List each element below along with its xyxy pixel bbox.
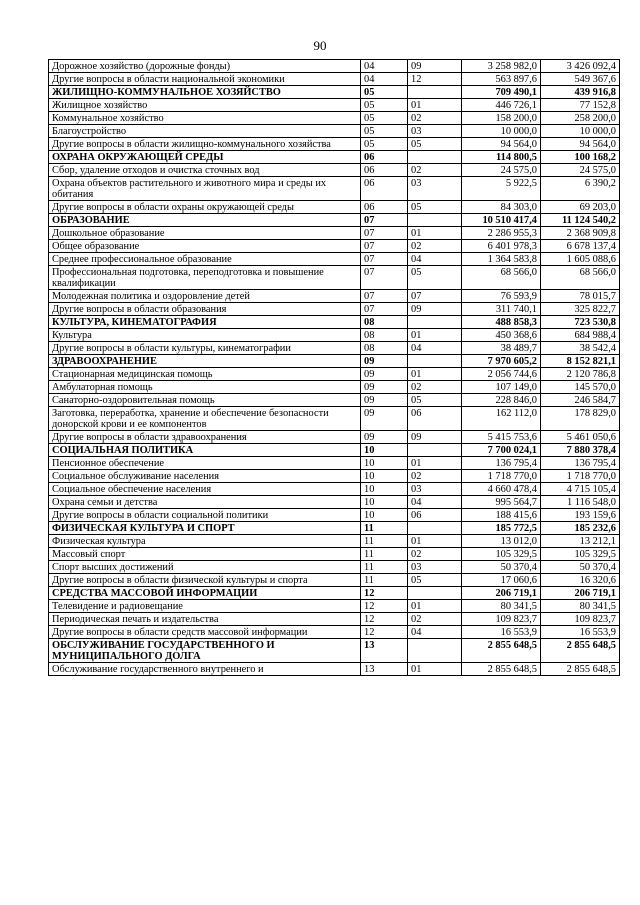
section-code-cell: 08 (361, 329, 408, 342)
amount-cell-1: 311 740,1 (462, 303, 541, 316)
subsection-code-cell: 09 (408, 431, 462, 444)
section-code-cell: 07 (361, 303, 408, 316)
subsection-code-cell: 04 (408, 342, 462, 355)
table-row (49, 600, 620, 613)
row-name-cell: Периодическая печать и издательства (49, 613, 361, 626)
amount-cell-2: 77 152,8 (541, 99, 620, 112)
row-name-cell: СРЕДСТВА МАССОВОЙ ИНФОРМАЦИИ (49, 587, 361, 600)
amount-cell-2: 439 916,8 (541, 86, 620, 99)
amount-cell-1: 68 566,0 (462, 266, 541, 290)
table-row (49, 496, 620, 509)
table-row (49, 290, 620, 303)
table-row (49, 663, 620, 676)
amount-cell-2: 7 880 378,4 (541, 444, 620, 457)
section-code-cell: 10 (361, 470, 408, 483)
amount-cell-1: 446 726,1 (462, 99, 541, 112)
table-row (49, 509, 620, 522)
table-row (49, 329, 620, 342)
subsection-code-cell: 05 (408, 266, 462, 290)
row-name-cell: ФИЗИЧЕСКАЯ КУЛЬТУРА И СПОРТ (49, 522, 361, 535)
section-row (49, 639, 620, 663)
amount-cell-2: 3 426 092,4 (541, 60, 620, 73)
section-code-cell: 08 (361, 316, 408, 329)
section-code-cell: 09 (361, 368, 408, 381)
amount-cell-1: 206 719,1 (462, 587, 541, 600)
amount-cell-2: 13 212,1 (541, 535, 620, 548)
row-name-cell: Сбор, удаление отходов и очистка сточных вод (49, 164, 361, 177)
row-name-cell: Культура (49, 329, 361, 342)
amount-cell-2: 2 855 648,5 (541, 663, 620, 676)
amount-cell-1: 188 415,6 (462, 509, 541, 522)
section-code-cell: 05 (361, 99, 408, 112)
amount-cell-1: 5 415 753,6 (462, 431, 541, 444)
amount-cell-1: 1 718 770,0 (462, 470, 541, 483)
budget-table-body (49, 60, 620, 676)
section-row (49, 444, 620, 457)
row-name-cell: ЗДРАВООХРАНЕНИЕ (49, 355, 361, 368)
row-name-cell: Социальное обеспечение населения (49, 483, 361, 496)
subsection-code-cell: 05 (408, 201, 462, 214)
row-name-cell: Другие вопросы в области охраны окружающей среды (49, 201, 361, 214)
page-number: 90 (313, 38, 327, 53)
row-name-cell: Другие вопросы в области физической культуры и спорта (49, 574, 361, 587)
section-code-cell: 09 (361, 431, 408, 444)
amount-cell-2: 38 542,4 (541, 342, 620, 355)
subsection-code-cell: 01 (408, 663, 462, 676)
subsection-code-cell: 03 (408, 125, 462, 138)
section-code-cell: 12 (361, 613, 408, 626)
subsection-code-cell (408, 151, 462, 164)
section-code-cell: 09 (361, 394, 408, 407)
subsection-code-cell: 01 (408, 99, 462, 112)
amount-cell-2: 1 718 770,0 (541, 470, 620, 483)
subsection-code-cell: 01 (408, 227, 462, 240)
table-row (49, 240, 620, 253)
section-code-cell: 06 (361, 151, 408, 164)
table-row (49, 201, 620, 214)
section-code-cell: 10 (361, 457, 408, 470)
amount-cell-1: 7 700 024,1 (462, 444, 541, 457)
row-name-cell: Среднее профессиональное образование (49, 253, 361, 266)
amount-cell-1: 185 772,5 (462, 522, 541, 535)
amount-cell-1: 158 200,0 (462, 112, 541, 125)
row-name-cell: Пенсионное обеспечение (49, 457, 361, 470)
amount-cell-2: 16 320,6 (541, 574, 620, 587)
subsection-code-cell (408, 214, 462, 227)
amount-cell-1: 13 012,0 (462, 535, 541, 548)
amount-cell-1: 16 553,9 (462, 626, 541, 639)
amount-cell-2: 206 719,1 (541, 587, 620, 600)
subsection-code-cell: 04 (408, 253, 462, 266)
section-code-cell: 07 (361, 227, 408, 240)
subsection-code-cell: 02 (408, 470, 462, 483)
subsection-code-cell: 09 (408, 60, 462, 73)
section-code-cell: 10 (361, 509, 408, 522)
row-name-cell: Санаторно-оздоровительная помощь (49, 394, 361, 407)
table-row (49, 626, 620, 639)
amount-cell-1: 995 564,7 (462, 496, 541, 509)
row-name-cell: Другие вопросы в области национальной экономики (49, 73, 361, 86)
section-code-cell: 10 (361, 444, 408, 457)
table-row (49, 613, 620, 626)
section-row (49, 214, 620, 227)
subsection-code-cell: 02 (408, 613, 462, 626)
section-code-cell: 12 (361, 626, 408, 639)
row-name-cell: Общее образование (49, 240, 361, 253)
amount-cell-2: 24 575,0 (541, 164, 620, 177)
row-name-cell: Молодежная политика и оздоровление детей (49, 290, 361, 303)
row-name-cell: Охрана семьи и детства (49, 496, 361, 509)
row-name-cell: Телевидение и радиовещание (49, 600, 361, 613)
amount-cell-1: 105 329,5 (462, 548, 541, 561)
table-row (49, 381, 620, 394)
subsection-code-cell: 05 (408, 138, 462, 151)
subsection-code-cell: 01 (408, 535, 462, 548)
subsection-code-cell: 06 (408, 407, 462, 431)
section-code-cell: 07 (361, 240, 408, 253)
amount-cell-1: 76 593,9 (462, 290, 541, 303)
section-code-cell: 09 (361, 355, 408, 368)
table-row (49, 394, 620, 407)
amount-cell-2: 16 553,9 (541, 626, 620, 639)
row-name-cell: Другие вопросы в области здравоохранения (49, 431, 361, 444)
row-name-cell: Другие вопросы в области средств массовой информации (49, 626, 361, 639)
amount-cell-1: 1 364 583,8 (462, 253, 541, 266)
amount-cell-2: 258 200,0 (541, 112, 620, 125)
section-code-cell: 13 (361, 639, 408, 663)
row-name-cell: Обслуживание государственного внутреннего и (49, 663, 361, 676)
subsection-code-cell: 03 (408, 483, 462, 496)
amount-cell-2: 11 124 540,2 (541, 214, 620, 227)
table-row (49, 60, 620, 73)
section-code-cell: 07 (361, 214, 408, 227)
budget-table (48, 59, 620, 676)
amount-cell-2: 246 584,7 (541, 394, 620, 407)
section-code-cell: 06 (361, 201, 408, 214)
row-name-cell: Амбулаторная помощь (49, 381, 361, 394)
section-row (49, 316, 620, 329)
row-name-cell: КУЛЬТУРА, КИНЕМАТОГРАФИЯ (49, 316, 361, 329)
amount-cell-1: 709 490,1 (462, 86, 541, 99)
subsection-code-cell: 03 (408, 177, 462, 201)
amount-cell-1: 50 370,4 (462, 561, 541, 574)
amount-cell-1: 7 970 605,2 (462, 355, 541, 368)
amount-cell-2: 684 988,4 (541, 329, 620, 342)
row-name-cell: Благоустройство (49, 125, 361, 138)
section-code-cell: 04 (361, 73, 408, 86)
row-name-cell: Социальное обслуживание населения (49, 470, 361, 483)
amount-cell-1: 2 056 744,6 (462, 368, 541, 381)
subsection-code-cell (408, 587, 462, 600)
subsection-code-cell: 01 (408, 600, 462, 613)
table-row (49, 266, 620, 290)
amount-cell-2: 109 823,7 (541, 613, 620, 626)
row-name-cell: Профессиональная подготовка, переподготовка и повышение квалификации (49, 266, 361, 290)
subsection-code-cell: 03 (408, 561, 462, 574)
table-row (49, 470, 620, 483)
table-row (49, 548, 620, 561)
subsection-code-cell: 01 (408, 329, 462, 342)
subsection-code-cell: 07 (408, 290, 462, 303)
amount-cell-2: 145 570,0 (541, 381, 620, 394)
amount-cell-2: 2 855 648,5 (541, 639, 620, 663)
section-code-cell: 07 (361, 253, 408, 266)
amount-cell-2: 80 341,5 (541, 600, 620, 613)
table-row (49, 457, 620, 470)
amount-cell-2: 2 368 909,8 (541, 227, 620, 240)
amount-cell-1: 10 000,0 (462, 125, 541, 138)
section-code-cell: 06 (361, 177, 408, 201)
table-row (49, 112, 620, 125)
amount-cell-2: 549 367,6 (541, 73, 620, 86)
amount-cell-1: 107 149,0 (462, 381, 541, 394)
amount-cell-1: 3 258 982,0 (462, 60, 541, 73)
section-code-cell: 11 (361, 561, 408, 574)
amount-cell-1: 162 112,0 (462, 407, 541, 431)
row-name-cell: ОБСЛУЖИВАНИЕ ГОСУДАРСТВЕННОГО И МУНИЦИПАЛЬНОГО ДОЛГА (49, 639, 361, 663)
row-name-cell: Другие вопросы в области жилищно-коммунального хозяйства (49, 138, 361, 151)
table-row (49, 177, 620, 201)
amount-cell-1: 488 858,3 (462, 316, 541, 329)
amount-cell-2: 178 829,0 (541, 407, 620, 431)
row-name-cell: Стационарная медицинская помощь (49, 368, 361, 381)
subsection-code-cell (408, 355, 462, 368)
section-code-cell: 05 (361, 125, 408, 138)
amount-cell-2: 69 203,0 (541, 201, 620, 214)
amount-cell-2: 1 605 088,6 (541, 253, 620, 266)
section-code-cell: 05 (361, 112, 408, 125)
amount-cell-2: 8 152 821,1 (541, 355, 620, 368)
subsection-code-cell (408, 316, 462, 329)
subsection-code-cell: 04 (408, 496, 462, 509)
row-name-cell: ОБРАЗОВАНИЕ (49, 214, 361, 227)
subsection-code-cell: 02 (408, 164, 462, 177)
amount-cell-2: 78 015,7 (541, 290, 620, 303)
amount-cell-2: 68 566,0 (541, 266, 620, 290)
table-row (49, 73, 620, 86)
amount-cell-1: 84 303,0 (462, 201, 541, 214)
subsection-code-cell: 05 (408, 394, 462, 407)
subsection-code-cell: 06 (408, 509, 462, 522)
table-row (49, 574, 620, 587)
amount-cell-2: 2 120 786,8 (541, 368, 620, 381)
subsection-code-cell: 04 (408, 626, 462, 639)
amount-cell-2: 50 370,4 (541, 561, 620, 574)
row-name-cell: СОЦИАЛЬНАЯ ПОЛИТИКА (49, 444, 361, 457)
amount-cell-1: 114 800,5 (462, 151, 541, 164)
subsection-code-cell (408, 522, 462, 535)
section-row (49, 355, 620, 368)
table-row (49, 138, 620, 151)
row-name-cell: Коммунальное хозяйство (49, 112, 361, 125)
amount-cell-1: 6 401 978,3 (462, 240, 541, 253)
section-code-cell: 07 (361, 266, 408, 290)
table-row (49, 99, 620, 112)
section-code-cell: 06 (361, 164, 408, 177)
section-row (49, 151, 620, 164)
row-name-cell: Спорт высших достижений (49, 561, 361, 574)
table-row (49, 407, 620, 431)
subsection-code-cell: 02 (408, 112, 462, 125)
amount-cell-1: 38 489,7 (462, 342, 541, 355)
row-name-cell: Другие вопросы в области социальной политики (49, 509, 361, 522)
subsection-code-cell: 02 (408, 381, 462, 394)
section-code-cell: 11 (361, 535, 408, 548)
subsection-code-cell: 01 (408, 457, 462, 470)
amount-cell-1: 228 846,0 (462, 394, 541, 407)
amount-cell-2: 105 329,5 (541, 548, 620, 561)
amount-cell-1: 563 897,6 (462, 73, 541, 86)
amount-cell-1: 17 060,6 (462, 574, 541, 587)
amount-cell-1: 2 855 648,5 (462, 663, 541, 676)
subsection-code-cell (408, 444, 462, 457)
table-row (49, 561, 620, 574)
section-code-cell: 12 (361, 600, 408, 613)
table-row (49, 431, 620, 444)
section-code-cell: 10 (361, 483, 408, 496)
subsection-code-cell: 09 (408, 303, 462, 316)
section-code-cell: 12 (361, 587, 408, 600)
table-row (49, 164, 620, 177)
amount-cell-1: 5 922,5 (462, 177, 541, 201)
section-code-cell: 09 (361, 381, 408, 394)
row-name-cell: Жилищное хозяйство (49, 99, 361, 112)
row-name-cell: Другие вопросы в области культуры, кинематографии (49, 342, 361, 355)
table-row (49, 483, 620, 496)
table-row (49, 253, 620, 266)
section-row (49, 86, 620, 99)
row-name-cell: Заготовка, переработка, хранение и обеспечение безопасности донорской крови и ее компонентов (49, 407, 361, 431)
amount-cell-2: 723 530,8 (541, 316, 620, 329)
table-row (49, 125, 620, 138)
subsection-code-cell (408, 86, 462, 99)
subsection-code-cell: 02 (408, 240, 462, 253)
subsection-code-cell: 12 (408, 73, 462, 86)
amount-cell-1: 80 341,5 (462, 600, 541, 613)
table-row (49, 342, 620, 355)
section-code-cell: 10 (361, 496, 408, 509)
subsection-code-cell: 05 (408, 574, 462, 587)
amount-cell-2: 94 564,0 (541, 138, 620, 151)
section-row (49, 522, 620, 535)
amount-cell-2: 1 116 548,0 (541, 496, 620, 509)
section-code-cell: 09 (361, 407, 408, 431)
amount-cell-2: 5 461 050,6 (541, 431, 620, 444)
amount-cell-2: 185 232,6 (541, 522, 620, 535)
subsection-code-cell: 01 (408, 368, 462, 381)
amount-cell-2: 325 822,7 (541, 303, 620, 316)
section-code-cell: 07 (361, 290, 408, 303)
amount-cell-2: 193 159,6 (541, 509, 620, 522)
amount-cell-1: 450 368,6 (462, 329, 541, 342)
subsection-code-cell (408, 639, 462, 663)
table-row (49, 227, 620, 240)
subsection-code-cell: 02 (408, 548, 462, 561)
row-name-cell: Массовый спорт (49, 548, 361, 561)
amount-cell-1: 2 286 955,3 (462, 227, 541, 240)
amount-cell-2: 4 715 105,4 (541, 483, 620, 496)
amount-cell-1: 2 855 648,5 (462, 639, 541, 663)
row-name-cell: Дорожное хозяйство (дорожные фонды) (49, 60, 361, 73)
row-name-cell: ОХРАНА ОКРУЖАЮЩЕЙ СРЕДЫ (49, 151, 361, 164)
row-name-cell: Дошкольное образование (49, 227, 361, 240)
section-code-cell: 11 (361, 522, 408, 535)
row-name-cell: ЖИЛИЩНО-КОММУНАЛЬНОЕ ХОЗЯЙСТВО (49, 86, 361, 99)
amount-cell-2: 6 390,2 (541, 177, 620, 201)
section-code-cell: 11 (361, 548, 408, 561)
amount-cell-1: 10 510 417,4 (462, 214, 541, 227)
amount-cell-1: 4 660 478,4 (462, 483, 541, 496)
table-row (49, 535, 620, 548)
amount-cell-2: 100 168,2 (541, 151, 620, 164)
amount-cell-1: 109 823,7 (462, 613, 541, 626)
section-code-cell: 08 (361, 342, 408, 355)
amount-cell-1: 24 575,0 (462, 164, 541, 177)
amount-cell-1: 94 564,0 (462, 138, 541, 151)
row-name-cell: Физическая культура (49, 535, 361, 548)
row-name-cell: Другие вопросы в области образования (49, 303, 361, 316)
section-row (49, 587, 620, 600)
section-code-cell: 05 (361, 138, 408, 151)
table-row (49, 303, 620, 316)
section-code-cell: 04 (361, 60, 408, 73)
section-code-cell: 13 (361, 663, 408, 676)
row-name-cell: Охрана объектов растительного и животного мира и среды их обитания (49, 177, 361, 201)
amount-cell-2: 6 678 137,4 (541, 240, 620, 253)
amount-cell-2: 10 000,0 (541, 125, 620, 138)
section-code-cell: 11 (361, 574, 408, 587)
amount-cell-1: 136 795,4 (462, 457, 541, 470)
amount-cell-2: 136 795,4 (541, 457, 620, 470)
section-code-cell: 05 (361, 86, 408, 99)
table-row (49, 368, 620, 381)
